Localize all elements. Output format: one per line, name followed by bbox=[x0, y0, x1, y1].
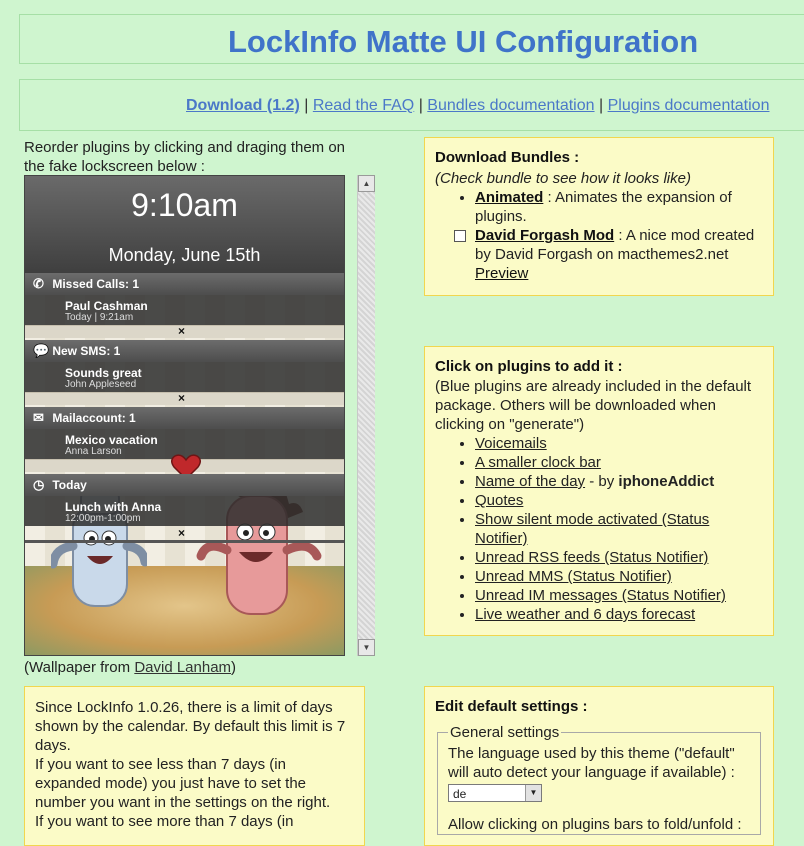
scroll-down-icon[interactable]: ▼ bbox=[358, 639, 375, 656]
plugin-title: New SMS: 1 bbox=[52, 344, 121, 358]
fold-label: Allow clicking on plugins bars to fold/unfold : bbox=[448, 816, 742, 833]
close-icon[interactable]: × bbox=[178, 526, 186, 540]
wallpaper-author-link[interactable]: David Lanham bbox=[134, 659, 232, 676]
scroll-up-icon[interactable]: ▲ bbox=[358, 175, 375, 192]
links-box bbox=[19, 79, 804, 131]
envelope-icon: ✉ bbox=[33, 410, 44, 425]
bundle-david-forgash-link[interactable]: David Forgash Mod bbox=[475, 227, 615, 244]
chat-bubble-icon: 💬 bbox=[33, 343, 50, 358]
bundles-list bbox=[435, 188, 763, 283]
entry-sub: Today | 9:21am bbox=[65, 312, 134, 323]
language-value: de bbox=[453, 787, 467, 801]
entry-sub: 12:00pm-1:00pm bbox=[65, 513, 141, 524]
faq-link[interactable]: Read the FAQ bbox=[312, 97, 415, 114]
plugin-silent-mode-link[interactable]: Show silent mode activated (Status Notifier) bbox=[475, 511, 710, 547]
page-title: LockInfo Matte UI Configuration bbox=[228, 24, 699, 59]
settings-heading: Edit default settings : bbox=[435, 698, 588, 715]
title-box bbox=[19, 14, 804, 64]
bundle-item bbox=[475, 188, 763, 226]
entry-main: Mexico vacation bbox=[65, 433, 158, 447]
plugins-intro: (Blue plugins are already included in the default package. Others will be downloaded when clicking on "generate") bbox=[435, 378, 752, 433]
plugin-header[interactable] bbox=[25, 340, 344, 362]
bundle-checkbox[interactable] bbox=[454, 230, 466, 242]
download-link[interactable]: Download (1.2) bbox=[186, 97, 300, 114]
plugin-quotes-link[interactable]: Quotes bbox=[475, 492, 524, 509]
entry-sub: Anna Larson bbox=[65, 446, 122, 457]
plugin-mail[interactable] bbox=[25, 407, 344, 459]
plugin-author: iphoneAddict bbox=[618, 473, 715, 490]
plugin-list-item bbox=[475, 453, 763, 472]
plugin-mms-link[interactable]: Unread MMS (Status Notifier) bbox=[475, 568, 672, 585]
download-bundles-box bbox=[424, 137, 774, 296]
plugin-entry bbox=[25, 362, 344, 392]
plugin-list-item bbox=[475, 567, 763, 586]
plugin-entry bbox=[25, 496, 344, 526]
plugin-header[interactable] bbox=[25, 474, 344, 496]
separator: | bbox=[598, 97, 604, 114]
plugin-rss-link[interactable]: Unread RSS feeds (Status Notifier) bbox=[475, 549, 709, 566]
note-line: If you want to see less than 7 days (in expanded mode) you just have to set the number you want in the settings on the right. bbox=[35, 756, 331, 811]
language-label: The language used by this theme ("default" will auto detect your language if available) : bbox=[448, 745, 735, 781]
bundles-doc-link[interactable]: Bundles documentation bbox=[427, 97, 595, 114]
links-row bbox=[186, 97, 769, 115]
plugin-bottom-bar bbox=[25, 540, 344, 543]
bundle-desc: : A nice mod created by David Forgash on macthemes2.net bbox=[475, 227, 755, 263]
note-line: Since LockInfo 1.0.26, there is a limit of days shown by the calendar. By default this limit is 7 days. bbox=[35, 699, 346, 754]
bundles-heading: Download Bundles : bbox=[435, 149, 580, 166]
lockscreen-time: 9:10am bbox=[131, 187, 238, 223]
plugins-box bbox=[424, 346, 774, 636]
plugin-list-item bbox=[475, 434, 763, 453]
plugin-header[interactable] bbox=[25, 273, 344, 295]
plugin-smaller-clock-link[interactable]: A smaller clock bar bbox=[475, 454, 601, 471]
plugin-title: Today bbox=[52, 478, 87, 492]
bundles-subheading: (Check bundle to see how it looks like) bbox=[435, 170, 691, 187]
entry-main: Paul Cashman bbox=[65, 299, 148, 313]
entry-main: Sounds great bbox=[65, 366, 142, 380]
plugin-list-item bbox=[475, 491, 763, 510]
close-icon[interactable]: × bbox=[178, 391, 186, 405]
general-settings-legend: General settings bbox=[450, 724, 560, 741]
plugins-heading: Click on plugins to add it : bbox=[435, 358, 623, 375]
entry-main: Lunch with Anna bbox=[65, 500, 162, 514]
note-line: If you want to see more than 7 days (in bbox=[35, 813, 294, 830]
plugin-voicemails-link[interactable]: Voicemails bbox=[475, 435, 547, 452]
default-settings-box bbox=[424, 686, 774, 846]
plugin-header[interactable] bbox=[25, 407, 344, 429]
plugin-list-item bbox=[475, 472, 763, 491]
plugin-list-item bbox=[475, 510, 763, 548]
bundle-item bbox=[475, 226, 763, 283]
bundle-desc: : Animates the expansion of plugins. bbox=[475, 189, 732, 225]
calendar-limit-note bbox=[24, 686, 365, 846]
entry-sub: John Appleseed bbox=[65, 379, 137, 390]
plugin-missed-calls[interactable] bbox=[25, 273, 344, 325]
plugins-doc-link[interactable]: Plugins documentation bbox=[607, 97, 770, 114]
reorder-instructions: Reorder plugins by clicking and draging them on the fake lockscreen below : bbox=[24, 139, 346, 175]
language-select[interactable] bbox=[448, 784, 542, 802]
lockscreen-header bbox=[25, 176, 344, 273]
plugin-list-item bbox=[475, 548, 763, 567]
close-icon[interactable]: × bbox=[178, 324, 186, 338]
plugin-new-sms[interactable] bbox=[25, 340, 344, 392]
preview-link[interactable]: Preview bbox=[475, 265, 529, 282]
phone-icon: ✆ bbox=[33, 276, 44, 291]
by-text: - by bbox=[585, 473, 619, 490]
general-settings-fieldset bbox=[437, 723, 761, 835]
plugin-list-item bbox=[475, 586, 763, 605]
clock-icon: ◷ bbox=[33, 477, 45, 492]
wallpaper-suffix: ) bbox=[231, 659, 237, 676]
plugin-title: Missed Calls: 1 bbox=[52, 277, 140, 291]
chevron-down-icon[interactable]: ▼ bbox=[525, 785, 541, 801]
plugin-today[interactable] bbox=[25, 474, 344, 526]
plugin-title: Mailaccount: 1 bbox=[52, 411, 136, 425]
separator: | bbox=[418, 97, 423, 114]
plugin-im-link[interactable]: Unread IM messages (Status Notifier) bbox=[475, 587, 726, 604]
bundle-animated-link[interactable]: Animated bbox=[475, 189, 544, 206]
separator: | bbox=[304, 97, 309, 114]
plugin-weather-link[interactable]: Live weather and 6 days forecast bbox=[475, 606, 696, 623]
fake-lockscreen[interactable] bbox=[24, 175, 345, 656]
lockscreen-scrollbar[interactable] bbox=[357, 175, 375, 656]
wallpaper-prefix: (Wallpaper from bbox=[24, 659, 135, 676]
lockscreen-date: Monday, June 15th bbox=[108, 245, 261, 265]
plugin-name-of-day-link[interactable]: Name of the day bbox=[475, 473, 586, 490]
wallpaper-credit bbox=[24, 659, 236, 676]
plugin-list-item bbox=[475, 605, 763, 624]
plugins-list bbox=[435, 434, 763, 624]
plugin-entry bbox=[25, 295, 344, 325]
